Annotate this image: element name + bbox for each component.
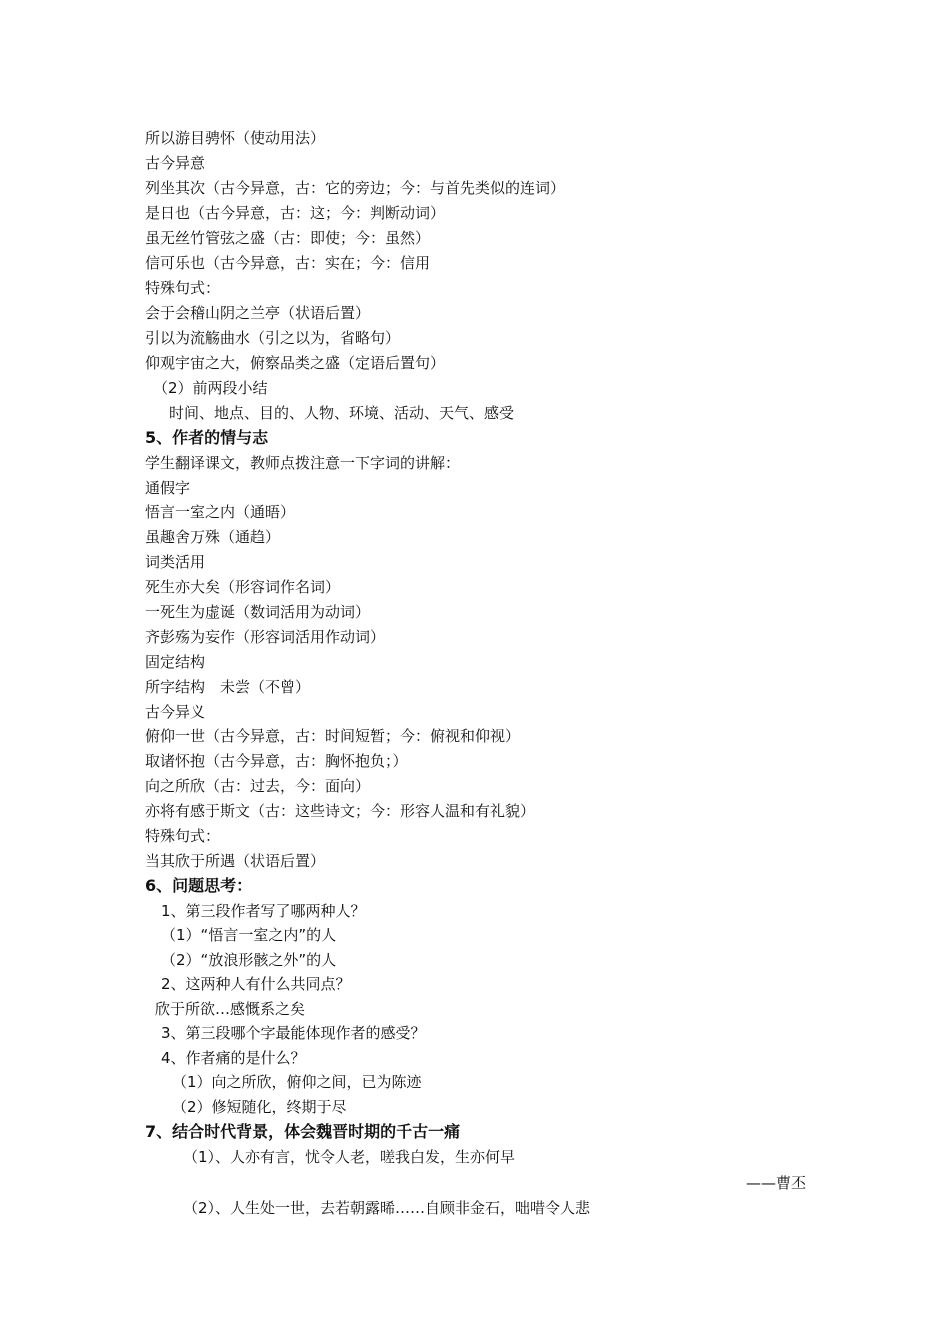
text-line: （2）、人生处一世，去若朝露晞……自顾非金石，咄唶令人悲 [183,1199,591,1217]
text-line: 学生翻译课文，教师点拨注意一下字词的讲解： [145,454,461,472]
text-line: 会于会稽山阴之兰亭（状语后置） [145,304,371,322]
text-line: 特殊句式： [145,279,221,297]
section-heading: 7、结合时代背景，体会魏晋时期的千古一痛 [145,1122,461,1141]
text-line: 欣于所欲…感慨系之矣 [155,1000,306,1018]
attribution: ——曹丕 [745,1174,806,1192]
text-line: （2）修短随化，终期于尽 [172,1098,347,1116]
text-line: 向之所欣（古：过去，今：面向） [145,777,371,795]
text-line: 俯仰一世（古今异意，古：时间短暂；今：俯视和仰视） [145,727,521,745]
text-line: （1）“悟言一室之内”的人 [161,926,337,944]
text-line: （2）“放浪形骸之外”的人 [161,951,337,969]
section-heading: 5、作者的情与志 [145,428,269,447]
text-line: 虽无丝竹管弦之盛（古：即使；今：虽然） [145,229,431,247]
text-line: 时间、地点、目的、人物、环境、活动、天气、感受 [169,404,515,422]
text-line: 所字结构 未尝（不曾） [145,678,311,696]
text-line: 一死生为虚诞（数词活用为动词） [145,603,371,621]
text-line: 悟言一室之内（通晤） [145,503,296,521]
text-line: 取诸怀抱（古今异意，古：胸怀抱负；） [145,752,408,770]
text-line: 死生亦大矣（形容词作名词） [145,578,341,596]
text-line: 3、第三段哪个字最能体现作者的感受？ [161,1024,426,1042]
text-line: 1、第三段作者写了哪两种人？ [161,902,366,920]
text-line: 亦将有感于斯文（古：这些诗文；今：形容人温和有礼貌） [145,802,536,820]
text-line: 通假字 [145,479,191,497]
text-line: 4、作者痛的是什么？ [161,1049,306,1067]
text-line: 是日也（古今异意，古：这；今：判断动词） [145,204,446,222]
text-line: 古今异意 [145,154,206,172]
text-line: 虽趣舍万殊（通趋） [145,528,281,546]
text-line: 齐彭殇为妄作（形容词活用作动词） [145,628,386,646]
text-line: （1）、人亦有言，忧令人老，嗟我白发，生亦何早 [183,1148,516,1166]
text-line: 当其欣于所遇（状语后置） [145,852,326,870]
text-line: 2、这两种人有什么共同点？ [161,975,351,993]
text-line: 特殊句式： [145,827,221,845]
section-heading: 6、问题思考： [145,876,253,895]
text-line: 列坐其次（古今异意，古：它的旁边；今：与首先类似的连词） [145,179,566,197]
text-line: 引以为流觞曲水（引之以为，省略句） [145,329,401,347]
text-line: 古今异义 [145,703,206,721]
text-line: 信可乐也（古今异意，古：实在；今：信用 [145,254,431,272]
text-line: 仰观宇宙之大，俯察品类之盛（定语后置句） [145,354,446,372]
text-line: 所以游目骋怀（使动用法） [145,129,326,147]
text-line: 词类活用 [145,553,206,571]
text-line: 固定结构 [145,653,206,671]
text-line: （1）向之所欣，俯仰之间，已为陈迹 [172,1073,422,1091]
text-line: （2）前两段小结 [153,379,268,397]
